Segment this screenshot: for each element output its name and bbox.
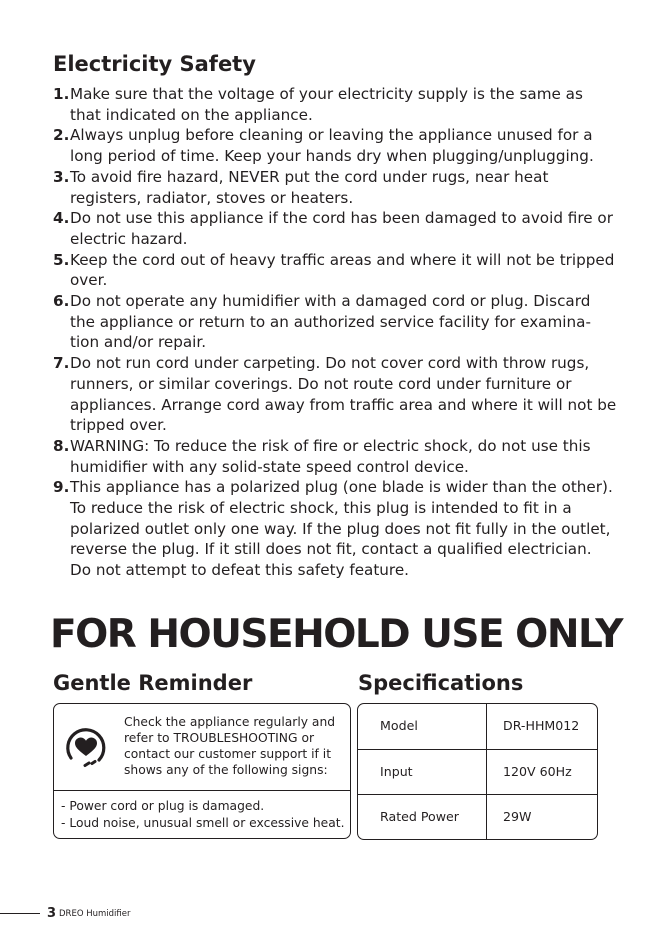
spec-value: 29W (503, 809, 532, 824)
item-number: 4. (53, 209, 70, 228)
list-item (53, 84, 623, 125)
item-number: 7. (53, 354, 70, 373)
footer-rule (0, 913, 40, 914)
reminder-header (54, 704, 350, 791)
item-text: Do not use this appliance if the cord has been damaged to avoid fire or electric hazard. (70, 209, 613, 248)
item-number: 3. (53, 167, 70, 186)
section-title: Electricity Safety (53, 52, 256, 76)
item-number: 6. (53, 292, 70, 311)
safety-list (53, 84, 623, 581)
list-item (53, 208, 623, 249)
item-text: Make sure that the voltage of your electricity supply is the same as that indicated on the appliance. (70, 85, 583, 124)
item-number: 9. (53, 478, 70, 497)
spec-value: DR-HHM012 (503, 718, 580, 733)
item-number: 2. (53, 126, 70, 145)
heart-care-icon (61, 722, 111, 772)
reminder-intro: Check the appliance regularly and refer to TROUBLESHOOTING or contact our customer support if it shows any of the following signs: (124, 715, 336, 777)
spec-key: Model (380, 718, 418, 733)
item-text: This appliance has a polarized plug (one blade is wider than the other). To reduce the risk of electric shock, this plug is intended to fit in a polarized outlet only one way. If the plug does not fit fully in the outlet, reverse the plug. If it still does not fit, contact a qualified electrician. Do not attempt to defeat this safety feature. (70, 478, 613, 580)
item-text: WARNING: To reduce the risk of fire or electric shock, do not use this humidifier with any solid-state speed control device. (70, 436, 591, 476)
list-item (53, 250, 623, 291)
page-footer (0, 906, 200, 922)
household-use-banner: FOR HOUSEHOLD USE ONLY (50, 612, 622, 657)
table-row (358, 704, 597, 749)
item-number: 5. (53, 250, 70, 269)
item-number: 1. (53, 85, 70, 103)
list-item (53, 477, 623, 581)
list-item (53, 353, 623, 436)
item-text: Always unplug before cleaning or leaving the appliance unused for a long period of time. Keep your hands dry when plugging/unplugging. (70, 126, 594, 166)
item-text: To avoid fire hazard, NEVER put the cord under rugs, near heat registers, radiator, stoves or heaters. (70, 167, 549, 207)
list-item (53, 436, 623, 477)
specifications-title: Specifications (358, 671, 524, 695)
table-row (358, 794, 597, 840)
item-text: Keep the cord out of heavy traffic areas and where it will not be tripped over. (70, 250, 615, 290)
reminder-signs: - Power cord or plug is damaged. - Loud noise, unusual smell or excessive heat. (61, 799, 345, 830)
table-row (358, 749, 597, 795)
item-number: 8. (53, 436, 70, 455)
footer-brand: DREO Humidifier (59, 909, 131, 919)
spec-value: 120V 60Hz (503, 764, 572, 779)
page-number: 3 (47, 906, 57, 921)
specifications-table (357, 703, 598, 840)
gentle-reminder-title: Gentle Reminder (53, 671, 253, 695)
spec-key: Rated Power (380, 809, 459, 824)
list-item (53, 125, 623, 166)
list-item (53, 167, 623, 208)
item-text: Do not operate any humidifier with a damaged cord or plug. Discard the appliance or return to an authorized service facility for examina- tion and/or repair. (70, 292, 591, 352)
gentle-reminder-box (53, 703, 351, 839)
item-text: Do not run cord under carpeting. Do not cover cord with throw rugs, runners, or similar coverings. Do not route cord under furniture or appliances. Arrange cord away from traffic area and where it will not be tripped over. (70, 354, 617, 435)
spec-key: Input (380, 764, 413, 779)
list-item (53, 291, 623, 353)
